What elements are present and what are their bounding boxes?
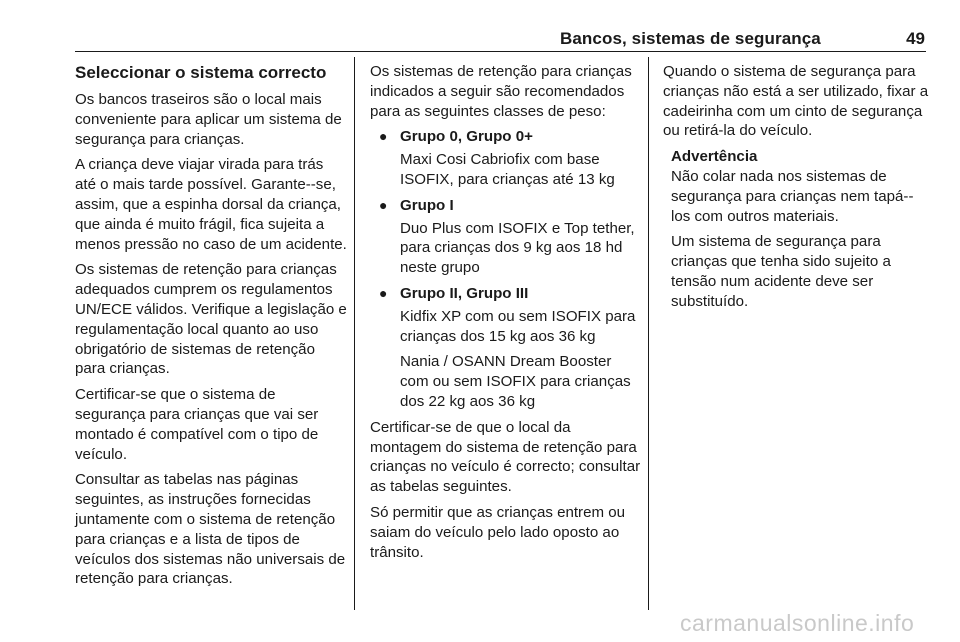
warning-box xyxy=(663,147,931,311)
group-description: Maxi Cosi Cabriofix com base ISOFIX, para crianças até 13 kg xyxy=(400,151,615,188)
column-2 xyxy=(370,62,642,568)
paragraph: A criança deve viajar virada para trás até o mais tarde possível. Garante--se, assim, que a espinha dorsal da criança, que ainda é muito frágil, fica sujeita a menos pressão no caso de um acidente. xyxy=(75,156,347,253)
column-3 xyxy=(663,62,931,318)
paragraph: Só permitir que as crianças entrem ou saiam do veículo pelo lado oposto ao trânsito. xyxy=(370,503,626,561)
paragraph: Certificar-se que o sistema de segurança para crianças que vai ser montado é compatível com o tipo de veículo. xyxy=(75,386,319,463)
column-1 xyxy=(75,62,347,595)
paragraph: Os sistemas de retenção para crianças indicados a seguir são recomendados para as seguintes classes de peso: xyxy=(370,63,632,120)
paragraph: Quando o sistema de segurança para crianças não está a ser utilizado, fixar a cadeirinha com um cinto de segurança ou retirá-la do veículo. xyxy=(663,63,929,140)
warning-paragraph: Não colar nada nos sistemas de segurança para crianças nem tapá--los com outros materiais. xyxy=(671,167,914,225)
paragraph: Consultar as tabelas nas páginas seguintes, as instruções fornecidas juntamente com o sistema de retenção para crianças e a lista de tipos de veículos dos sistemas não universais de retenção para crianças. xyxy=(75,471,346,588)
list-item xyxy=(370,127,642,189)
group-title: Grupo 0, Grupo 0+ xyxy=(400,128,533,146)
page-number: 49 xyxy=(906,29,925,48)
group-description: Kidfix XP com ou sem ISOFIX para crianças dos 15 kg aos 36 kg xyxy=(400,307,636,345)
list-item xyxy=(370,196,642,278)
group-description: Duo Plus com ISOFIX e Top tether, para crianças dos 9 kg aos 18 hd neste grupo xyxy=(400,219,635,277)
watermark: carmanualsonline.info xyxy=(680,610,915,636)
group-title: Grupo I xyxy=(400,196,454,214)
group-description: Nania / OSANN Dream Booster com ou sem ISOFIX para crianças dos 22 kg aos 36 kg xyxy=(400,353,631,410)
paragraph: Os bancos traseiros são o local mais conveniente para aplicar um sistema de segurança para crianças. xyxy=(75,91,342,148)
bullet-icon: ● xyxy=(379,128,388,145)
section-heading: Seleccionar o sistema correcto xyxy=(75,63,327,82)
header-divider xyxy=(75,51,926,52)
paragraph: Certificar-se de que o local da montagem do sistema de retenção para crianças no veículo é correcto; consultar as tabelas seguintes. xyxy=(370,418,641,496)
warning-paragraph: Um sistema de segurança para crianças que tenha sido sujeito a tensão num acidente deve ser substituído. xyxy=(671,233,891,310)
bullet-icon: ● xyxy=(379,196,388,213)
column-divider xyxy=(648,57,649,610)
list-item xyxy=(370,284,642,412)
column-divider xyxy=(354,57,355,610)
header-title: Bancos, sistemas de segurança xyxy=(560,29,821,48)
warning-title: Advertência xyxy=(671,148,758,166)
bullet-icon: ● xyxy=(379,284,388,301)
paragraph: Os sistemas de retenção para crianças adequados cumprem os regulamentos UN/ECE válidos. Verifique a legislação e regulamentação local quanto ao uso obrigatório de sistemas de retenção para crianças. xyxy=(75,261,347,378)
group-title: Grupo II, Grupo III xyxy=(400,284,529,302)
